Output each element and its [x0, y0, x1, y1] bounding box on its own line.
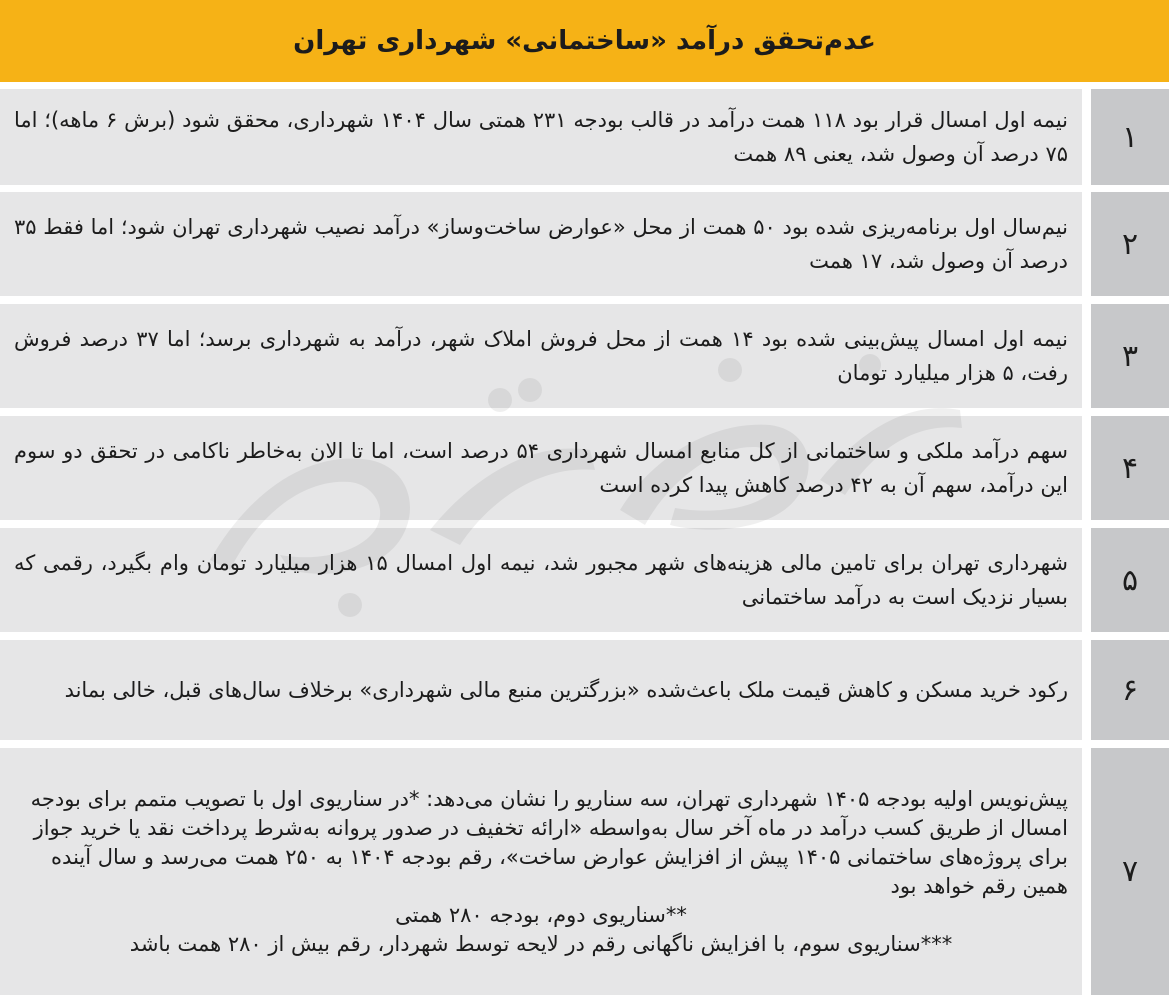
row-number: ۶	[1121, 672, 1139, 708]
row-number: ۲	[1121, 226, 1139, 262]
row-text-cell	[0, 640, 1082, 740]
row-text: نیمه اول امسال پیش‌بینی شده بود ۱۴ همت از محل فروش املاک شهر، درآمد به شهرداری برسد؛ اما ۳۷ درصد فروش رفت، ۵ هزار میلیارد تومان	[14, 327, 1068, 385]
table-row	[0, 640, 1169, 740]
row-number: ۳	[1121, 338, 1139, 374]
table-row	[0, 192, 1169, 296]
table-row	[0, 748, 1169, 995]
row-text: نیمه اول امسال قرار بود ۱۱۸ همت درآمد در قالب بودجه ۲۳۱ همتی سال ۱۴۰۴ شهرداری، محقق شود (برش ۶ ماهه)؛ اما ۷۵ درصد آن وصول شد، یعنی ۸۹ همت	[14, 108, 1069, 166]
row-text: شهرداری تهران برای تامین مالی هزینه‌های شهر مجبور شد، نیمه اول امسال ۱۵ هزار میلیارد تومان وام بگیرد، رقمی که بسیار نزدیک است به درآمد ساختمانی	[14, 551, 1068, 609]
row-number-cell	[1091, 748, 1169, 995]
row-number-cell	[1091, 640, 1169, 740]
table-row	[0, 304, 1169, 408]
row-text: نیم‌سال اول برنامه‌ریزی شده بود ۵۰ همت از محل «عوارض ساخت‌وساز» درآمد نصیب شهرداری تهران شود؛ اما فقط ۳۵ درصد آن وصول شد، ۱۷ همت	[14, 215, 1068, 273]
scenario-three-note: ***سناریوی سوم، با افزایش ناگهانی رقم در لایحه توسط شهردار، رقم بیش از ۲۸۰ همت باشد	[129, 931, 953, 956]
row-number: ۴	[1121, 450, 1139, 486]
row-text: سهم درآمد ملکی و ساختمانی از کل منابع امسال شهرداری ۵۴ درصد است، اما تا الان به‌خاطر ناکامی در تحقق دو سوم این درآمد، سهم آن به ۴۲ درصد کاهش پیدا کرده است	[14, 439, 1068, 497]
row-text-cell	[0, 192, 1082, 296]
row-text: رکود خرید مسکن و کاهش قیمت ملک باعث‌شده «بزرگترین منبع مالی شهرداری» برخلاف سال‌های قبل، خالی بماند	[64, 678, 1068, 702]
row-number: ۵	[1121, 562, 1139, 598]
page-title: عدم‌تحقق درآمد «ساختمانی» شهرداری تهران	[293, 26, 876, 56]
row-number-cell	[1091, 416, 1169, 520]
table-row	[0, 89, 1169, 185]
row-text-cell	[0, 89, 1082, 185]
row-text: پیش‌نویس اولیه بودجه ۱۴۰۵ شهرداری تهران، سه سناریو را نشان می‌دهد: *در سناریوی اول با تصویب متمم برای بودجه امسال از طریق کسب درآمد در ماه آخر سال به‌واسطه «ارائه تخفیف در صدور پروانه به‌شرط پرداخت نقد یا خرید جواز برای پروژه‌های ساختمانی ۱۴۰۵ پیش از افزایش عوارض ساخت»، رقم بودجه ۱۴۰۴ به ۲۵۰ همت می‌رسد و سال آینده همین رقم خواهد بود	[30, 786, 1068, 898]
row-text-cell	[0, 416, 1082, 520]
row-number: ۷	[1121, 854, 1139, 889]
header-bar	[0, 0, 1169, 82]
row-number-cell	[1091, 304, 1169, 408]
row-text-cell	[0, 304, 1082, 408]
row-number-cell	[1091, 192, 1169, 296]
row-text-cell	[0, 528, 1082, 632]
table-row	[0, 416, 1169, 520]
row-number-cell	[1091, 528, 1169, 632]
table-row	[0, 528, 1169, 632]
row-number-cell	[1091, 89, 1169, 185]
row-text-cell	[0, 748, 1082, 995]
scenario-two-note: **سناریوی دوم، بودجه ۲۸۰ همتی	[395, 902, 687, 927]
row-number: ۱	[1121, 119, 1139, 155]
